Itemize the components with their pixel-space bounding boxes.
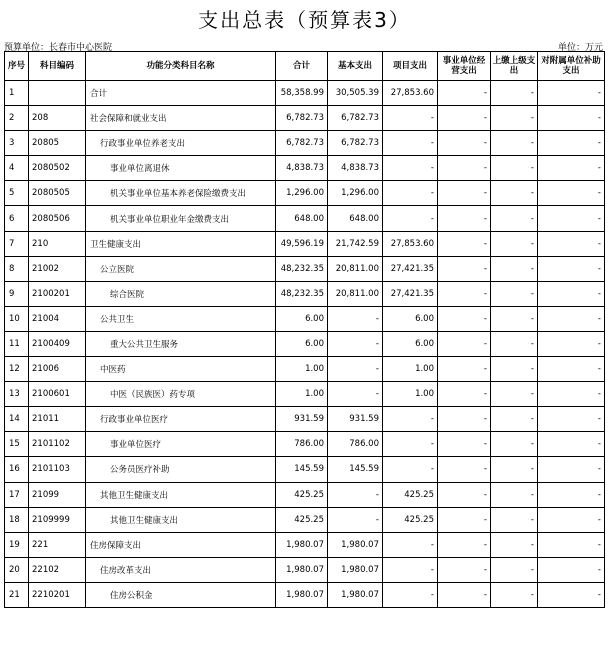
- table-row: [5, 181, 605, 206]
- row-subsidy: -: [538, 156, 605, 181]
- row-upper: -: [491, 532, 538, 557]
- row-upper: -: [491, 457, 538, 482]
- row-upper: -: [491, 306, 538, 331]
- header-index: 序号: [5, 52, 29, 81]
- row-name: 公务员医疗补助: [86, 457, 276, 482]
- row-code: 2080505: [29, 181, 86, 206]
- row-total: 1,296.00: [276, 181, 328, 206]
- row-subsidy: -: [538, 357, 605, 382]
- row-name: 社会保障和就业支出: [86, 106, 276, 131]
- row-project: 27,421.35: [383, 256, 438, 281]
- row-subsidy: -: [538, 407, 605, 432]
- row-subsidy: -: [538, 482, 605, 507]
- row-upper: -: [491, 281, 538, 306]
- row-basic: 20,811.00: [328, 281, 383, 306]
- row-basic: -: [328, 382, 383, 407]
- header-subsidy: 对附属单位补助支出: [538, 52, 605, 81]
- row-total: 648.00: [276, 206, 328, 231]
- row-upper: -: [491, 407, 538, 432]
- row-upper: -: [491, 557, 538, 582]
- row-total: 1,980.07: [276, 582, 328, 607]
- header-upper: 上缴上级支出: [491, 52, 538, 81]
- row-code: 2100601: [29, 382, 86, 407]
- row-name: 住房改革支出: [86, 557, 276, 582]
- row-upper: -: [491, 331, 538, 356]
- header-name: 功能分类科目名称: [86, 52, 276, 81]
- row-business: -: [438, 357, 491, 382]
- row-business: -: [438, 532, 491, 557]
- row-name: 公共卫生: [86, 306, 276, 331]
- row-index: 16: [5, 457, 29, 482]
- row-index: 10: [5, 306, 29, 331]
- row-business: -: [438, 181, 491, 206]
- row-code: 2101103: [29, 457, 86, 482]
- row-upper: -: [491, 482, 538, 507]
- row-code: 210: [29, 231, 86, 256]
- row-business: -: [438, 557, 491, 582]
- table-row: [5, 457, 605, 482]
- row-total: 1.00: [276, 357, 328, 382]
- row-index: 2: [5, 106, 29, 131]
- row-index: 5: [5, 181, 29, 206]
- row-business: -: [438, 256, 491, 281]
- row-index: 9: [5, 281, 29, 306]
- row-subsidy: -: [538, 131, 605, 156]
- row-total: 6.00: [276, 331, 328, 356]
- row-business: -: [438, 131, 491, 156]
- row-name: 中医（民族医）药专项: [86, 382, 276, 407]
- row-project: -: [383, 206, 438, 231]
- row-total: 6,782.73: [276, 106, 328, 131]
- row-project: -: [383, 432, 438, 457]
- row-total: 48,232.35: [276, 256, 328, 281]
- row-total: 1.00: [276, 382, 328, 407]
- row-upper: -: [491, 106, 538, 131]
- row-index: 3: [5, 131, 29, 156]
- row-subsidy: -: [538, 281, 605, 306]
- row-code: 221: [29, 532, 86, 557]
- table-row: [5, 432, 605, 457]
- table-row: [5, 507, 605, 532]
- row-basic: 21,742.59: [328, 231, 383, 256]
- table-row: [5, 582, 605, 607]
- row-code: 2109999: [29, 507, 86, 532]
- row-total: 49,596.19: [276, 231, 328, 256]
- header-total: 合计: [276, 52, 328, 81]
- row-subsidy: -: [538, 582, 605, 607]
- row-project: -: [383, 156, 438, 181]
- row-project: 27,853.60: [383, 231, 438, 256]
- row-business: -: [438, 231, 491, 256]
- row-total: 6,782.73: [276, 131, 328, 156]
- row-business: -: [438, 156, 491, 181]
- row-basic: 1,296.00: [328, 181, 383, 206]
- row-business: -: [438, 106, 491, 131]
- row-index: 12: [5, 357, 29, 382]
- table-row: [5, 231, 605, 256]
- row-name: 机关事业单位基本养老保险缴费支出: [86, 181, 276, 206]
- table-row: [5, 306, 605, 331]
- row-basic: 931.59: [328, 407, 383, 432]
- header-business: 事业单位经营支出: [438, 52, 491, 81]
- row-subsidy: -: [538, 181, 605, 206]
- row-project: -: [383, 181, 438, 206]
- row-index: 4: [5, 156, 29, 181]
- row-business: -: [438, 281, 491, 306]
- row-business: -: [438, 407, 491, 432]
- row-index: 18: [5, 507, 29, 532]
- row-index: 6: [5, 206, 29, 231]
- row-project: -: [383, 106, 438, 131]
- row-name: 行政事业单位养老支出: [86, 131, 276, 156]
- header-project: 项目支出: [383, 52, 438, 81]
- row-code: 2080502: [29, 156, 86, 181]
- row-name: 合计: [86, 81, 276, 106]
- row-subsidy: -: [538, 432, 605, 457]
- row-basic: -: [328, 357, 383, 382]
- row-upper: -: [491, 206, 538, 231]
- table-row: [5, 281, 605, 306]
- row-business: -: [438, 306, 491, 331]
- row-code: 2100201: [29, 281, 86, 306]
- row-name: 住房公积金: [86, 582, 276, 607]
- row-project: -: [383, 131, 438, 156]
- row-upper: -: [491, 507, 538, 532]
- row-upper: -: [491, 357, 538, 382]
- expenditure-table: [4, 51, 605, 608]
- row-upper: -: [491, 432, 538, 457]
- table-row: [5, 131, 605, 156]
- header-basic: 基本支出: [328, 52, 383, 81]
- row-basic: 20,811.00: [328, 256, 383, 281]
- row-business: -: [438, 331, 491, 356]
- row-subsidy: -: [538, 206, 605, 231]
- row-code: 20805: [29, 131, 86, 156]
- table-row: [5, 206, 605, 231]
- budget-unit-label: 预算单位：长春市中心医院: [4, 43, 113, 53]
- row-project: 1.00: [383, 382, 438, 407]
- currency-unit-label: 单位：万元: [557, 43, 603, 53]
- row-subsidy: -: [538, 81, 605, 106]
- row-project: -: [383, 457, 438, 482]
- row-index: 13: [5, 382, 29, 407]
- row-total: 425.25: [276, 482, 328, 507]
- row-name: 行政事业单位医疗: [86, 407, 276, 432]
- row-project: 27,421.35: [383, 281, 438, 306]
- row-project: 6.00: [383, 331, 438, 356]
- row-basic: 1,980.07: [328, 557, 383, 582]
- table-row: [5, 482, 605, 507]
- row-index: 17: [5, 482, 29, 507]
- row-index: 8: [5, 256, 29, 281]
- row-business: -: [438, 382, 491, 407]
- row-total: 425.25: [276, 507, 328, 532]
- row-total: 1,980.07: [276, 557, 328, 582]
- row-total: 1,980.07: [276, 532, 328, 557]
- row-upper: -: [491, 582, 538, 607]
- row-basic: -: [328, 306, 383, 331]
- row-upper: -: [491, 382, 538, 407]
- row-name: 其他卫生健康支出: [86, 507, 276, 532]
- row-code: 21006: [29, 357, 86, 382]
- row-subsidy: -: [538, 382, 605, 407]
- row-index: 20: [5, 557, 29, 582]
- row-business: -: [438, 457, 491, 482]
- row-basic: 1,980.07: [328, 532, 383, 557]
- row-basic: 786.00: [328, 432, 383, 457]
- table-row: [5, 557, 605, 582]
- row-subsidy: -: [538, 507, 605, 532]
- row-subsidy: -: [538, 106, 605, 131]
- row-code: 2080506: [29, 206, 86, 231]
- row-code: 21011: [29, 407, 86, 432]
- row-upper: -: [491, 181, 538, 206]
- row-subsidy: -: [538, 231, 605, 256]
- table-row: [5, 407, 605, 432]
- row-project: -: [383, 582, 438, 607]
- row-code: 2100409: [29, 331, 86, 356]
- row-project: 1.00: [383, 357, 438, 382]
- row-project: 27,853.60: [383, 81, 438, 106]
- row-total: 145.59: [276, 457, 328, 482]
- row-upper: -: [491, 231, 538, 256]
- row-total: 58,358.99: [276, 81, 328, 106]
- table-row: [5, 256, 605, 281]
- row-name: 卫生健康支出: [86, 231, 276, 256]
- row-upper: -: [491, 156, 538, 181]
- table-row: [5, 382, 605, 407]
- row-subsidy: -: [538, 306, 605, 331]
- row-total: 6.00: [276, 306, 328, 331]
- row-index: 15: [5, 432, 29, 457]
- row-business: -: [438, 507, 491, 532]
- row-subsidy: -: [538, 532, 605, 557]
- row-basic: 6,782.73: [328, 106, 383, 131]
- row-index: 11: [5, 331, 29, 356]
- row-index: 7: [5, 231, 29, 256]
- row-index: 21: [5, 582, 29, 607]
- row-name: 事业单位医疗: [86, 432, 276, 457]
- row-basic: 1,980.07: [328, 582, 383, 607]
- row-basic: 4,838.73: [328, 156, 383, 181]
- row-basic: 648.00: [328, 206, 383, 231]
- row-business: -: [438, 582, 491, 607]
- row-project: -: [383, 407, 438, 432]
- row-business: -: [438, 81, 491, 106]
- row-project: 425.25: [383, 507, 438, 532]
- table-row: [5, 156, 605, 181]
- row-upper: -: [491, 81, 538, 106]
- table-row: [5, 331, 605, 356]
- row-name: 中医药: [86, 357, 276, 382]
- row-name: 其他卫生健康支出: [86, 482, 276, 507]
- row-subsidy: -: [538, 331, 605, 356]
- row-total: 4,838.73: [276, 156, 328, 181]
- row-subsidy: -: [538, 457, 605, 482]
- row-basic: 30,505.39: [328, 81, 383, 106]
- header-row: [5, 52, 605, 81]
- header-code: 科目编码: [29, 52, 86, 81]
- row-business: -: [438, 206, 491, 231]
- row-basic: -: [328, 507, 383, 532]
- row-name: 综合医院: [86, 281, 276, 306]
- row-project: -: [383, 532, 438, 557]
- table-row: [5, 357, 605, 382]
- row-business: -: [438, 432, 491, 457]
- row-name: 公立医院: [86, 256, 276, 281]
- row-name: 重大公共卫生服务: [86, 331, 276, 356]
- row-code: [29, 81, 86, 106]
- row-code: 2101102: [29, 432, 86, 457]
- row-project: 6.00: [383, 306, 438, 331]
- row-code: 21099: [29, 482, 86, 507]
- row-code: 22102: [29, 557, 86, 582]
- row-name: 事业单位离退休: [86, 156, 276, 181]
- row-index: 14: [5, 407, 29, 432]
- row-project: -: [383, 557, 438, 582]
- row-basic: -: [328, 482, 383, 507]
- row-basic: 145.59: [328, 457, 383, 482]
- table-row: [5, 81, 605, 106]
- row-index: 1: [5, 81, 29, 106]
- row-total: 48,232.35: [276, 281, 328, 306]
- row-basic: 6,782.73: [328, 131, 383, 156]
- row-name: 机关事业单位职业年金缴费支出: [86, 206, 276, 231]
- row-name: 住房保障支出: [86, 532, 276, 557]
- row-total: 786.00: [276, 432, 328, 457]
- row-code: 208: [29, 106, 86, 131]
- row-business: -: [438, 482, 491, 507]
- row-subsidy: -: [538, 557, 605, 582]
- row-upper: -: [491, 256, 538, 281]
- page-title: 支出总表（预算表3）: [198, 8, 411, 32]
- row-subsidy: -: [538, 256, 605, 281]
- row-upper: -: [491, 131, 538, 156]
- row-total: 931.59: [276, 407, 328, 432]
- row-project: 425.25: [383, 482, 438, 507]
- row-code: 2210201: [29, 582, 86, 607]
- table-row: [5, 106, 605, 131]
- row-basic: -: [328, 331, 383, 356]
- table-row: [5, 532, 605, 557]
- row-code: 21002: [29, 256, 86, 281]
- row-code: 21004: [29, 306, 86, 331]
- row-index: 19: [5, 532, 29, 557]
